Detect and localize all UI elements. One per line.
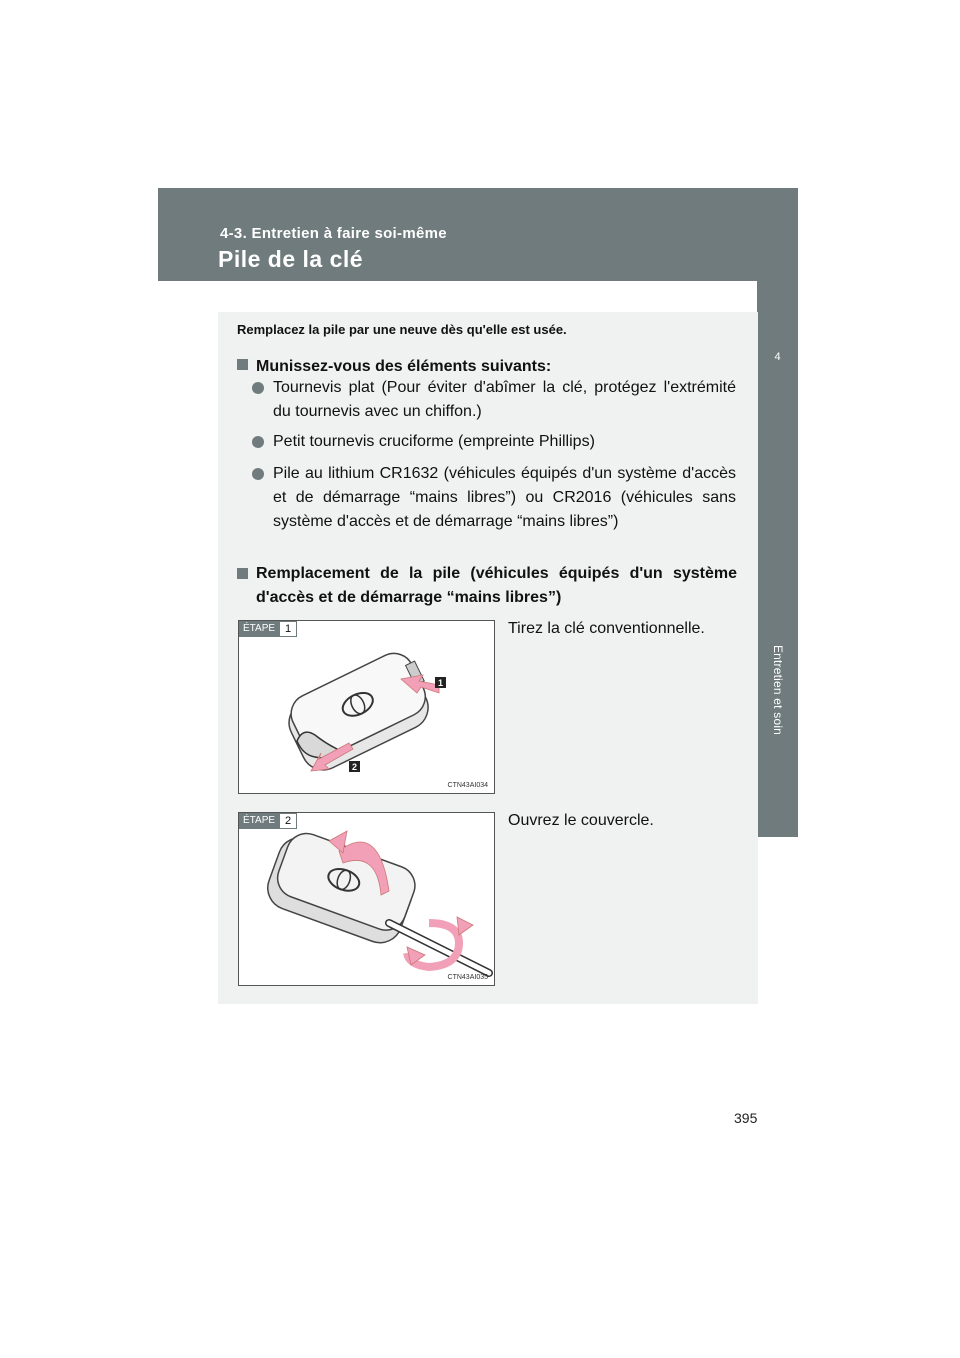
page-header — [158, 188, 798, 281]
intro-text: Remplacez la pile par une neuve dès qu'elle est usée. — [237, 322, 567, 337]
chapter-number-box — [757, 291, 798, 471]
list-item-text: Petit tournevis cruciforme (empreinte Phillips) — [273, 433, 595, 450]
list-item — [252, 430, 736, 454]
list-item-text: Pile au lithium CR1632 (véhicules équipés d'un système d'accès et de démarrage “mains libres”) ou CR2016 (véhicules sans système d'accès et de démarrage “mains libres”) — [273, 465, 736, 530]
list-item — [252, 462, 736, 534]
figure-code: CTN43AI034 — [447, 782, 488, 789]
page-number: 395 — [734, 1110, 758, 1126]
step2-text: Ouvrez le couvercle. — [508, 812, 654, 829]
step1-figure — [238, 620, 495, 794]
step-number: 2 — [279, 813, 297, 829]
step2-figure — [238, 812, 495, 986]
list-item — [252, 376, 736, 424]
key-fob-cover-illustration — [239, 813, 494, 985]
key-fob-illustration — [239, 621, 494, 793]
chapter-title-box — [757, 560, 798, 820]
step-badge — [239, 621, 297, 637]
round-bullet-icon — [252, 382, 264, 394]
round-bullet-icon — [252, 468, 264, 480]
step-badge — [239, 813, 297, 829]
figure-code: CTN43AI035 — [447, 974, 488, 981]
list-item-text: Tournevis plat (Pour éviter d'abîmer la clé, protégez l'extrémité du tournevis avec un chiffon.) — [273, 379, 736, 420]
callout-1-label: 1 — [437, 678, 444, 688]
heading-replacement — [237, 562, 737, 610]
square-bullet-icon — [237, 359, 248, 370]
heading-text: Munissez-vous des éléments suivants: — [256, 358, 552, 375]
section-label: 4-3. Entretien à faire soi-même — [220, 225, 447, 242]
content-panel — [218, 312, 758, 1004]
chapter-title: Entretien et soin — [770, 644, 785, 736]
chapter-number: 4 — [774, 351, 781, 363]
callout-2-label: 2 — [351, 762, 358, 772]
heading-text: Remplacement de la pile (véhicules équipés d'un système d'accès et de démarrage “mains libres”) — [256, 565, 737, 606]
step-label: ÉTAPE — [239, 621, 279, 637]
square-bullet-icon — [237, 568, 248, 579]
step-label: ÉTAPE — [239, 813, 279, 829]
step1-text: Tirez la clé conventionnelle. — [508, 620, 705, 637]
page-title: Pile de la clé — [218, 246, 364, 272]
round-bullet-icon — [252, 436, 264, 448]
step-number: 1 — [279, 621, 297, 637]
